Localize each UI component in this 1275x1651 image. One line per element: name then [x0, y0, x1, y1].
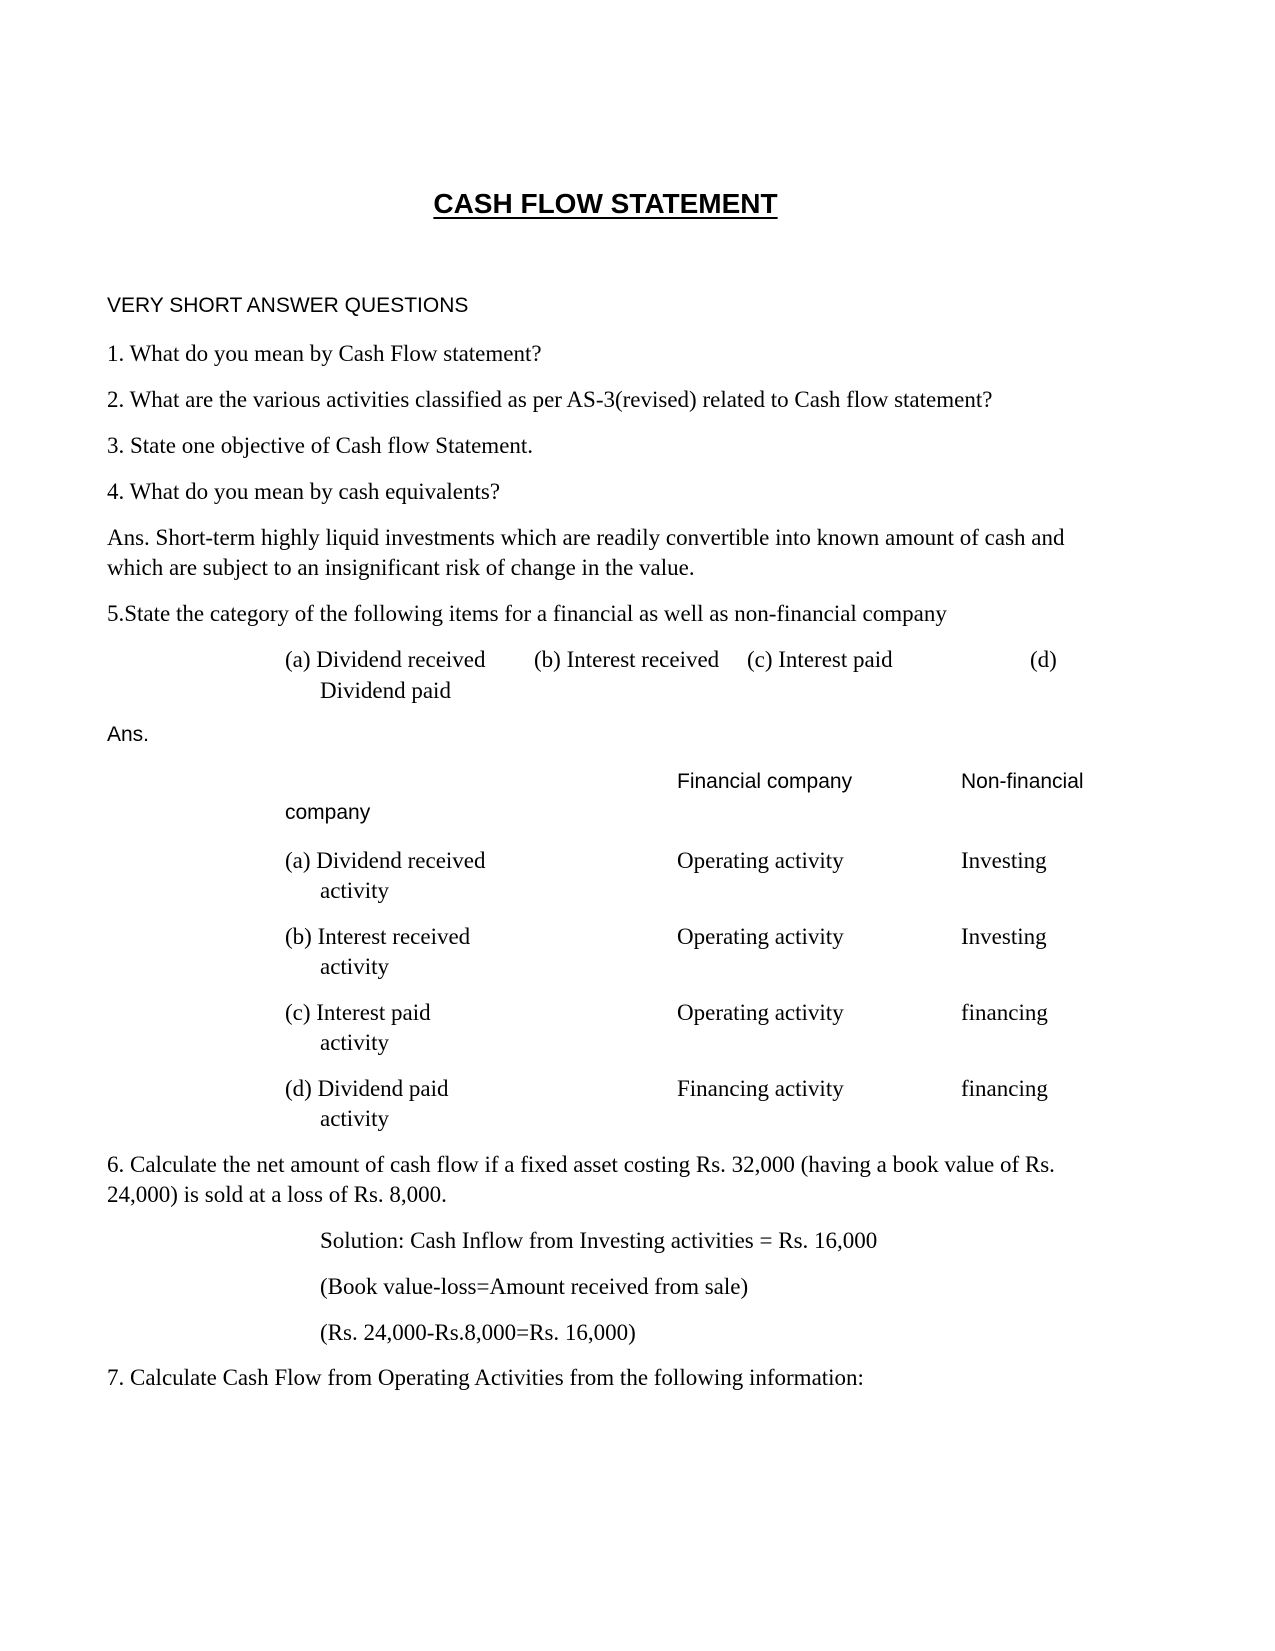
- question-3: 3. State one objective of Cash flow Statement.: [107, 433, 534, 458]
- question-6-line-2: 24,000) is sold at a loss of Rs. 8,000.: [107, 1182, 447, 1207]
- question-5: 5.State the category of the following items for a financial as well as non-financial company: [107, 601, 947, 626]
- question-6-solution-line-2: (Book value-loss=Amount received from sale): [320, 1274, 749, 1299]
- question-6-solution-line-1: Solution: Cash Inflow from Investing activities = Rs. 16,000: [320, 1228, 878, 1253]
- question-7: 7. Calculate Cash Flow from Operating Activities from the following information:: [107, 1365, 864, 1390]
- table-header-nonfinancial: Non-financial: [961, 770, 1084, 793]
- table-row-nonfinancial: Investing: [961, 848, 1047, 873]
- table-row-financial: Operating activity: [677, 848, 844, 873]
- question-4: 4. What do you mean by cash equivalents?: [107, 479, 501, 504]
- question-5-item-d-text: Dividend paid: [320, 678, 451, 703]
- question-2: 2. What are the various activities classified as per AS-3(revised) related to Cash flow statement?: [107, 387, 993, 412]
- question-5-item-c: (c) Interest paid: [747, 647, 893, 672]
- question-5-item-b: (b) Interest received: [534, 647, 720, 672]
- table-header-financial: Financial company: [677, 770, 853, 793]
- table-row-financial: Operating activity: [677, 924, 844, 949]
- table-row-item: (c) Interest paid: [285, 1000, 431, 1025]
- table-row-item: (b) Interest received: [285, 924, 471, 949]
- table-row-nonfinancial: Investing: [961, 924, 1047, 949]
- section-heading: VERY SHORT ANSWER QUESTIONS: [107, 294, 469, 317]
- table-row-nonfinancial: financing: [961, 1076, 1048, 1101]
- table-row-wrap: activity: [320, 878, 389, 903]
- question-6-line-1: 6. Calculate the net amount of cash flow if a fixed asset costing Rs. 32,000 (having a book value of Rs.: [107, 1152, 1055, 1177]
- question-6-solution-line-3: (Rs. 24,000-Rs.8,000=Rs. 16,000): [320, 1320, 636, 1345]
- table-row-nonfinancial: financing: [961, 1000, 1048, 1025]
- table-row-financial: Operating activity: [677, 1000, 844, 1025]
- question-4-answer-line-2: which are subject to an insignificant risk of change in the value.: [107, 555, 695, 580]
- table-row-wrap: activity: [320, 1030, 389, 1055]
- table-row-item: (a) Dividend received: [285, 848, 486, 873]
- table-row-wrap: activity: [320, 954, 389, 979]
- question-4-answer-line-1: Ans. Short-term highly liquid investments which are readily convertible into known amount of cash and: [107, 525, 1065, 550]
- question-1: 1. What do you mean by Cash Flow statement?: [107, 341, 542, 366]
- page-title: CASH FLOW STATEMENT: [433, 188, 778, 219]
- table-row-wrap: activity: [320, 1106, 389, 1131]
- table-header-company-wrap: company: [285, 801, 371, 824]
- table-row-financial: Financing activity: [677, 1076, 844, 1101]
- question-5-item-d-marker: (d): [1030, 647, 1057, 672]
- question-5-item-a: (a) Dividend received: [285, 647, 486, 672]
- table-row-item: (d) Dividend paid: [285, 1076, 449, 1101]
- question-5-answer-label: Ans.: [107, 723, 150, 746]
